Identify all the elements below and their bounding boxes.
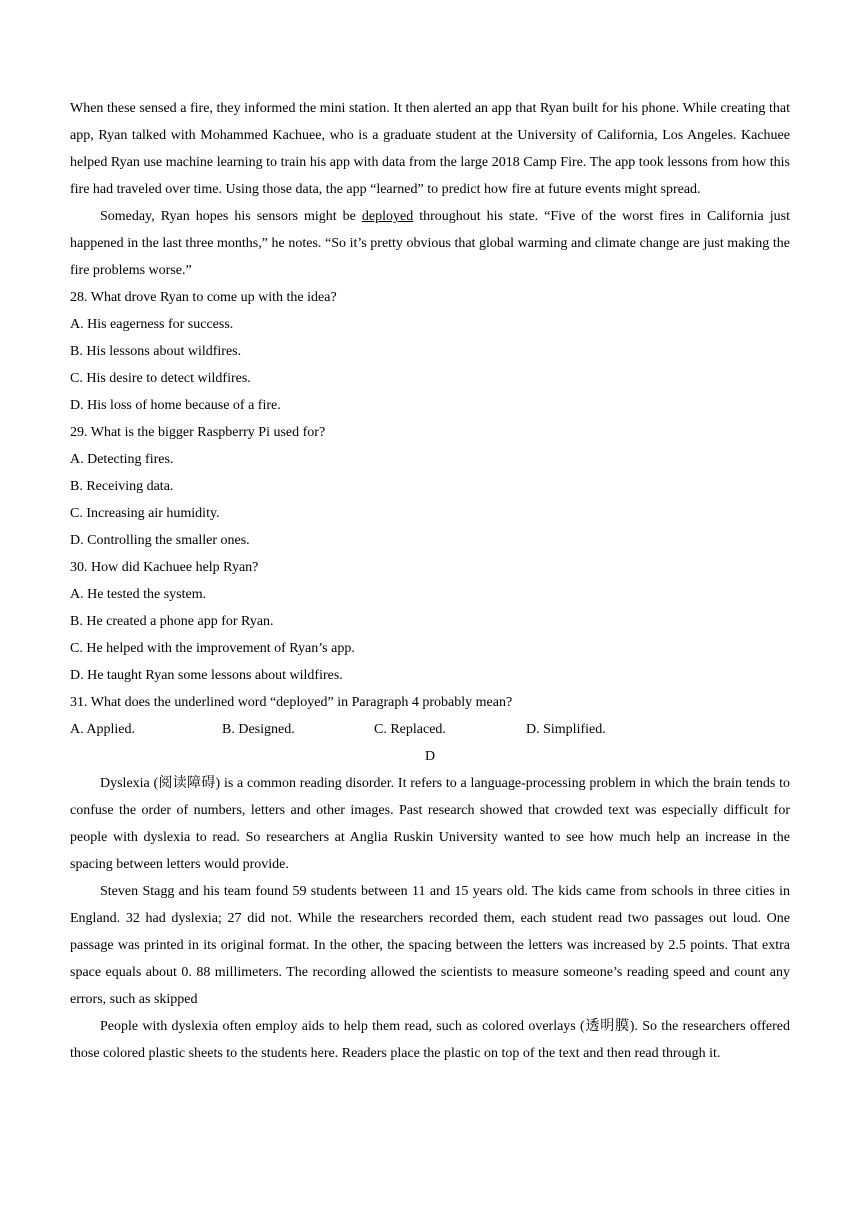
question-29-option-d: D. Controlling the smaller ones. [70, 533, 250, 548]
question-30-option-d: D. He taught Ryan some lessons about wildfires. [70, 668, 343, 683]
question-31-option-b: B. Designed. [222, 722, 295, 737]
question-31-options [70, 716, 790, 743]
paragraph-4-text-after: throughout his state. “Five of the worst fires in California just happened in the last three months,” he notes. “So it’s pretty obvious that global warming and climate change are just making the fire problems worse.” [70, 209, 790, 278]
question-29-stem: 29. What is the bigger Raspberry Pi used for? [70, 425, 326, 440]
question-31-option-d: D. Simplified. [526, 722, 606, 737]
question-30-stem: 30. How did Kachuee help Ryan? [70, 560, 259, 575]
passage-c-paragraph-4 [70, 203, 790, 284]
paragraph-4-text-before: Someday, Ryan hopes his sensors might be [100, 209, 362, 224]
passage-c-paragraph-3: When these sensed a fire, they informed the mini station. It then alerted an app that Ryan built for his phone. While creating that app, Ryan talked with Mohammed Kachuee, who is a graduate student at the University of California, Los Angeles. Kachuee helped Ryan use machine learning to train his app with data from the large 2018 Camp Fire. The app took lessons from how this fire had traveled over time. Using those data, the app “learned” to predict how fire at future events might spread. [70, 101, 790, 197]
passage-d-heading: D [424, 749, 436, 764]
question-29-option-c: C. Increasing air humidity. [70, 506, 220, 521]
question-28-stem: 28. What drove Ryan to come up with the idea? [70, 290, 337, 305]
underlined-word-deployed: deployed [361, 209, 414, 224]
passage-d-paragraph-2: Steven Stagg and his team found 59 students between 11 and 15 years old. The kids came from schools in three cities in England. 32 had dyslexia; 27 did not. While the researchers recorded them, each student read two passages out loud. One passage was printed in its original format. In the other, the spacing between the letters was increased by 2.5 points. That extra space equals about 0. 88 millimeters. The recording allowed the scientists to measure someone’s reading speed and count any errors, such as skipped [70, 884, 790, 1007]
question-28-option-d: D. His loss of home because of a fire. [70, 398, 281, 413]
question-30-option-a: A. He tested the system. [70, 587, 207, 602]
question-31-option-c: C. Replaced. [374, 722, 446, 737]
question-29-option-a: A. Detecting fires. [70, 452, 174, 467]
passage-d-paragraph-3: People with dyslexia often employ aids to help them read, such as colored overlays (透明膜). So the researchers offered those colored plastic sheets to the students here. Readers place the plastic on top of the text and then read through it. [70, 1019, 790, 1061]
question-30-option-c: C. He helped with the improvement of Ryan’s app. [70, 641, 355, 656]
document-page [70, 95, 790, 1067]
question-31-option-a: A. Applied. [70, 722, 135, 737]
passage-d-paragraph-1: Dyslexia (阅读障碍) is a common reading disorder. It refers to a language-processing problem in which the brain tends to confuse the order of numbers, letters and other images. Past research showed that crowded text was especially difficult for people with dyslexia to read. So researchers at Anglia Ruskin University wanted to see how much help an increase in the spacing between letters would provide. [70, 776, 790, 872]
question-28-option-c: C. His desire to detect wildfires. [70, 371, 251, 386]
question-30-option-b: B. He created a phone app for Ryan. [70, 614, 274, 629]
question-29-option-b: B. Receiving data. [70, 479, 174, 494]
question-28-option-a: A. His eagerness for success. [70, 317, 234, 332]
question-28-option-b: B. His lessons about wildfires. [70, 344, 242, 359]
question-31-stem: 31. What does the underlined word “deployed” in Paragraph 4 probably mean? [70, 695, 513, 710]
